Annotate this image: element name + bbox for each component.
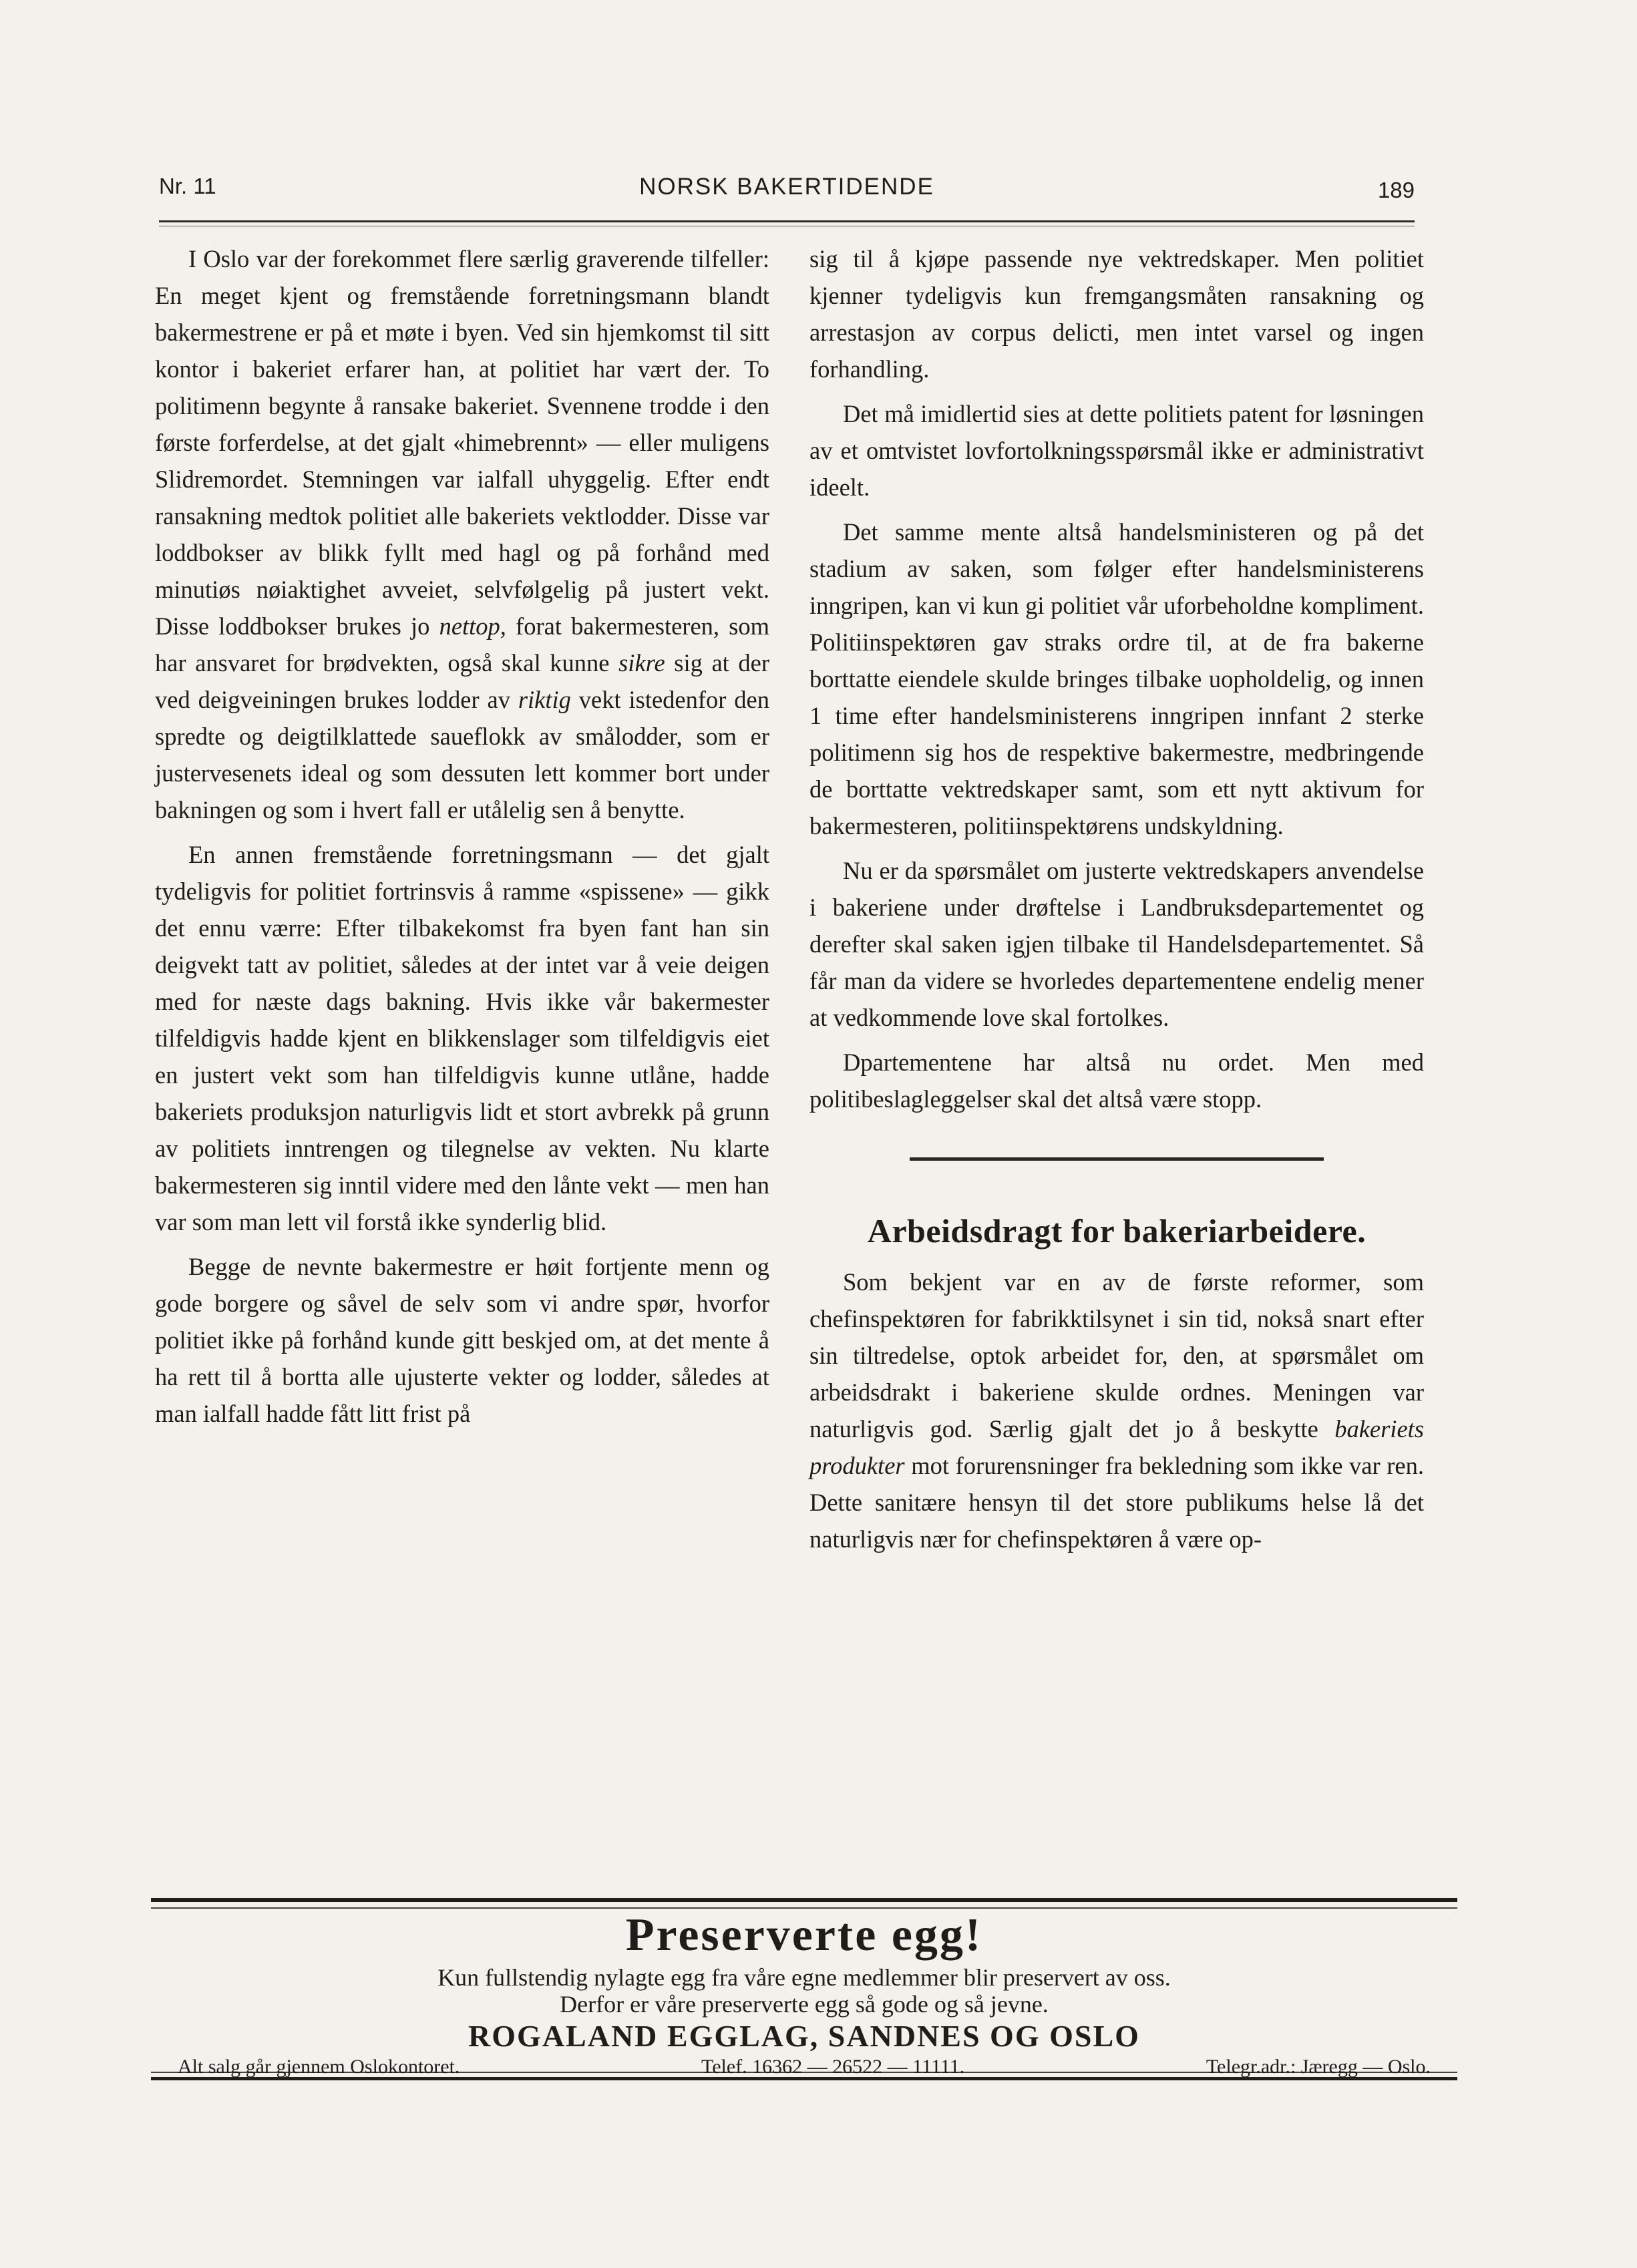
page-header [159, 168, 1415, 208]
left-column [155, 240, 769, 1440]
issue-number: Nr. 11 [159, 174, 216, 198]
article-paragraph: Nu er da spørsmålet om justerte vektredskapers anvendelse i bakeriene under drøftelse i Landbruksdepartementet og derefter skal saken igjen tilbake til Handelsdepartementet. Så får man da videre se hvorledes departementene endelig mener at vedkommende love skal fortolkes. [809, 857, 1424, 1031]
ad-telegram-address: Telegr.adr.: Jæregg — Oslo. [1206, 2056, 1431, 2078]
article-paragraph: Dpartementene har altså nu ordet. Men med politibeslagleggelser skal det altså være stopp. [809, 1049, 1424, 1113]
ad-footer [178, 2056, 1431, 2078]
publication-title: NORSK BAKERTIDENDE [639, 174, 934, 200]
article-paragraph: sig til å kjøpe passende nye vektredskaper. Men politiet kjenner tydeligvis kun fremgangsmåten ransakning og arrestasjon av corpus delicti, men intet varsel og ingen forhandling. [809, 245, 1424, 383]
article-separator [910, 1157, 1324, 1161]
section-heading: Arbeidsdragt for bakeriarbeidere. [867, 1212, 1367, 1250]
ad-text-line: Derfor er våre preserverte egg så gode og så jevne. [560, 1991, 1049, 2018]
ad-text-line: Kun fullstendig nylagte egg fra våre egne medlemmer blir preservert av oss. [437, 1964, 1171, 1991]
article-paragraph: Begge de nevnte bakermestre er høit fortjente menn og gode borgere og såvel de selv som vi andre spør, hvorfor politiet ikke på forhånd kunde gitt beskjed om, at det mente å ha rett til å bortta alle ujusterte vekter og lodder, således at man ialfall hadde fått litt frist på [155, 1253, 769, 1427]
ad-company-name: ROGALAND EGGLAG, SANDNES OG OSLO [468, 2019, 1140, 2053]
ad-title: Preserverte egg! [625, 1909, 983, 1961]
page-number: 189 [1377, 178, 1415, 202]
ad-sales-note: Alt salg går gjennem Oslokontoret. [178, 2056, 460, 2078]
article-paragraph: En annen fremstående forretningsmann — det gjalt tydeligvis for politiet fortrinsvis å ramme «spissene» — gikk det ennu værre: Efter tilbakekomst fra byen fant han sin deigvekt tatt av politiet, således at der intet var å veie deigen med for næste dags bakning. Hvis ikke vår bakermester tilfeldigvis hadde kjent en blikkenslager som tilfeldigvis eiet en justert vekt som han tilfeldigvis kunne utlåne, hadde bakeriets produksjon naturligvis lidt et stort avbrekk på grunn av politiets inntrengen og tilegnelse av vekten. Nu klarte bakermesteren sig inntil videre med den lånte vekt — men han var som man lett vil forstå ikke synderlig blid. [155, 841, 769, 1236]
header-rule [159, 220, 1415, 222]
right-column [809, 240, 1424, 1565]
article-paragraph: Som bekjent var en av de første reformer, som chefinspektøren for fabrikktilsynet i sin tid, nokså snart efter sin tiltredelse, optok arbeidet for, den, at spørsmålet om arbeidsdrakt i bakeriene skulde ordnes. Meningen var naturligvis god. Særlig gjalt det jo å beskytte bakeriets produkter mot forurensninger fra bekledning som ikke var ren. Dette sanitære hensyn til det store publikums helse lå det naturligvis nær for chefinspektøren å være op- [809, 1268, 1424, 1553]
advertisement-box [151, 1898, 1457, 2080]
ad-telephone: Telef. 16362 — 26522 — 11111. [701, 2056, 965, 2078]
article-paragraph: I Oslo var der forekommet flere særlig graverende tilfeller: En meget kjent og fremstående forretningsmann blandt bakermestrene er på et møte i byen. Ved sin hjemkomst til sitt kontor i bakeriet erfarer han, at politiet har vært der. To politimenn begynte å ransake bakeriet. Svennene trodde i den første forferdelse, at det gjalt «himebrennt» — eller muligens Slidremordet. Stemningen var ialfall uhyggelig. Efter endt ransakning medtok politiet alle bakeriets vektlodder. Disse var loddbokser av blikk fyllt med hagl og på forhånd med minutiøs nøiaktighet avveiet, selvfølgelig på justert vekt. Disse loddbokser brukes jo nettop, forat bakermesteren, som har ansvaret for brødvekten, også skal kunne sikre sig at der ved deigveiningen brukes lodder av riktig vekt istedenfor den spredte og deigtilklattede saueflokk av smålodder, som er justervesenets ideal og som dessuten lett kommer bort under bakningen og som i hvert fall er utålelig sen å benytte. [155, 245, 769, 823]
article-paragraph: Det må imidlertid sies at dette politiets patent for løsningen av et omtvistet lovfortolkningsspørsmål ikke er administrativt ideelt. [809, 400, 1424, 501]
article-paragraph: Det samme mente altså handelsministeren og på det stadium av saken, som følger efter handelsministerens inngripen, kan vi kun gi politiet vår uforbeholdne kompliment. Politiinspektøren gav straks ordre til, at de fra bakerne borttatte eiendele skulde bringes tilbake uopholdelig, og innen 1 time efter handelsministerens inngripen innfant 2 sterke politimenn sig hos de respektive bakermestre, medbringende de borttatte vektredskaper samt, som ett nytt aktivum for bakermesteren, politiinspektørens undskyldning. [809, 518, 1424, 839]
